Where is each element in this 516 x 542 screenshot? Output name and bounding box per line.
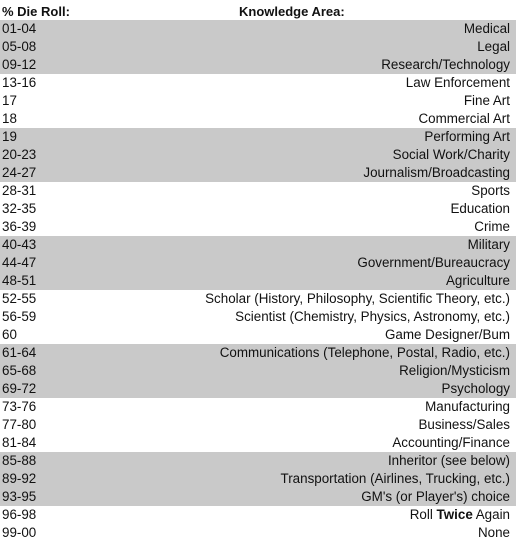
die-roll-cell: 89-92 xyxy=(2,471,37,486)
area-text-part: Roll xyxy=(409,507,437,522)
die-roll-cell: 81-84 xyxy=(2,435,37,450)
table-row xyxy=(0,452,516,470)
table-row xyxy=(0,290,516,308)
die-roll-cell: 96-98 xyxy=(2,507,37,522)
die-roll-cell: 13-16 xyxy=(2,75,37,90)
knowledge-area-cell: Performing Art xyxy=(424,129,510,144)
knowledge-area-cell: Military xyxy=(467,237,510,252)
die-roll-cell: 09-12 xyxy=(2,57,37,72)
die-roll-cell: 32-35 xyxy=(2,201,37,216)
table-row xyxy=(0,434,516,452)
die-roll-cell: 85-88 xyxy=(2,453,37,468)
knowledge-area-cell: Medical xyxy=(463,21,510,36)
knowledge-area-cell: Social Work/Charity xyxy=(392,147,510,162)
table-header xyxy=(0,0,516,20)
table-row xyxy=(0,146,516,164)
area-text-part: Again xyxy=(472,507,510,522)
knowledge-area-cell: GM's (or Player's) choice xyxy=(361,489,510,504)
knowledge-area-cell: Inheritor (see below) xyxy=(387,453,510,468)
knowledge-area-cell: Research/Technology xyxy=(381,57,510,72)
die-roll-cell: 24-27 xyxy=(2,165,37,180)
table-row xyxy=(0,344,516,362)
table-row xyxy=(0,164,516,182)
die-roll-cell: 52-55 xyxy=(2,291,37,306)
knowledge-area-cell xyxy=(410,506,510,524)
table-row xyxy=(0,308,516,326)
knowledge-area-cell: Journalism/Broadcasting xyxy=(363,165,510,180)
table-row xyxy=(0,20,516,38)
knowledge-area-cell: Business/Sales xyxy=(418,417,510,432)
table-row xyxy=(0,362,516,380)
knowledge-area-header: Knowledge Area: xyxy=(239,4,345,19)
table-row xyxy=(0,182,516,200)
table-body xyxy=(0,20,516,542)
knowledge-area-cell: Commercial Art xyxy=(418,111,510,126)
table-row xyxy=(0,236,516,254)
table-row xyxy=(0,416,516,434)
knowledge-area-cell: Communications (Telephone, Postal, Radio, etc.) xyxy=(219,345,510,360)
die-roll-cell: 60 xyxy=(2,327,17,342)
die-roll-cell: 17 xyxy=(2,93,17,108)
knowledge-area-cell: Fine Art xyxy=(463,93,510,108)
knowledge-area-cell: Psychology xyxy=(441,381,510,396)
knowledge-area-cell: Crime xyxy=(474,219,510,234)
die-roll-cell: 69-72 xyxy=(2,381,37,396)
die-roll-cell: 93-95 xyxy=(2,489,37,504)
table-row xyxy=(0,128,516,146)
knowledge-area-cell: Accounting/Finance xyxy=(392,435,510,450)
die-roll-cell: 36-39 xyxy=(2,219,37,234)
table-row xyxy=(0,326,516,344)
table-row xyxy=(0,398,516,416)
table-row xyxy=(0,272,516,290)
die-roll-cell: 44-47 xyxy=(2,255,37,270)
die-roll-cell: 05-08 xyxy=(2,39,37,54)
die-roll-cell: 61-64 xyxy=(2,345,37,360)
knowledge-area-cell: Transportation (Airlines, Trucking, etc.) xyxy=(280,471,510,486)
table-row xyxy=(0,92,516,110)
table-row xyxy=(0,218,516,236)
die-roll-cell: 56-59 xyxy=(2,309,37,324)
die-roll-cell: 28-31 xyxy=(2,183,37,198)
die-roll-cell: 40-43 xyxy=(2,237,37,252)
table-row xyxy=(0,110,516,128)
knowledge-area-cell: Sports xyxy=(471,183,510,198)
table-row xyxy=(0,56,516,74)
knowledge-area-cell: Legal xyxy=(477,39,510,54)
knowledge-area-cell: Government/Bureaucracy xyxy=(357,255,510,270)
emphasis-text: Twice xyxy=(436,507,473,522)
die-roll-cell: 65-68 xyxy=(2,363,37,378)
table-row xyxy=(0,74,516,92)
die-roll-cell: 20-23 xyxy=(2,147,37,162)
knowledge-area-cell: Scientist (Chemistry, Physics, Astronomy, etc.) xyxy=(235,309,510,324)
knowledge-area-cell: None xyxy=(477,525,510,540)
die-roll-cell: 01-04 xyxy=(2,21,37,36)
knowledge-area-cell: Law Enforcement xyxy=(405,75,510,90)
knowledge-area-cell: Education xyxy=(450,201,510,216)
die-roll-cell: 19 xyxy=(2,129,17,144)
table-row xyxy=(0,38,516,56)
table-row xyxy=(0,488,516,506)
knowledge-area-cell: Scholar (History, Philosophy, Scientific Theory, etc.) xyxy=(205,291,510,306)
table-row xyxy=(0,200,516,218)
table-row xyxy=(0,254,516,272)
die-roll-header: % Die Roll: xyxy=(2,4,70,19)
die-roll-cell: 99-00 xyxy=(2,525,37,540)
knowledge-area-cell: Game Designer/Bum xyxy=(384,327,510,342)
die-roll-cell: 48-51 xyxy=(2,273,37,288)
knowledge-area-cell: Agriculture xyxy=(445,273,510,288)
knowledge-area-cell: Religion/Mysticism xyxy=(399,363,510,378)
table-row xyxy=(0,524,516,542)
knowledge-area-cell: Manufacturing xyxy=(425,399,510,414)
die-roll-cell: 18 xyxy=(2,111,17,126)
table-row xyxy=(0,380,516,398)
die-roll-cell: 73-76 xyxy=(2,399,37,414)
table-row xyxy=(0,506,516,524)
die-roll-cell: 77-80 xyxy=(2,417,37,432)
table-row xyxy=(0,470,516,488)
